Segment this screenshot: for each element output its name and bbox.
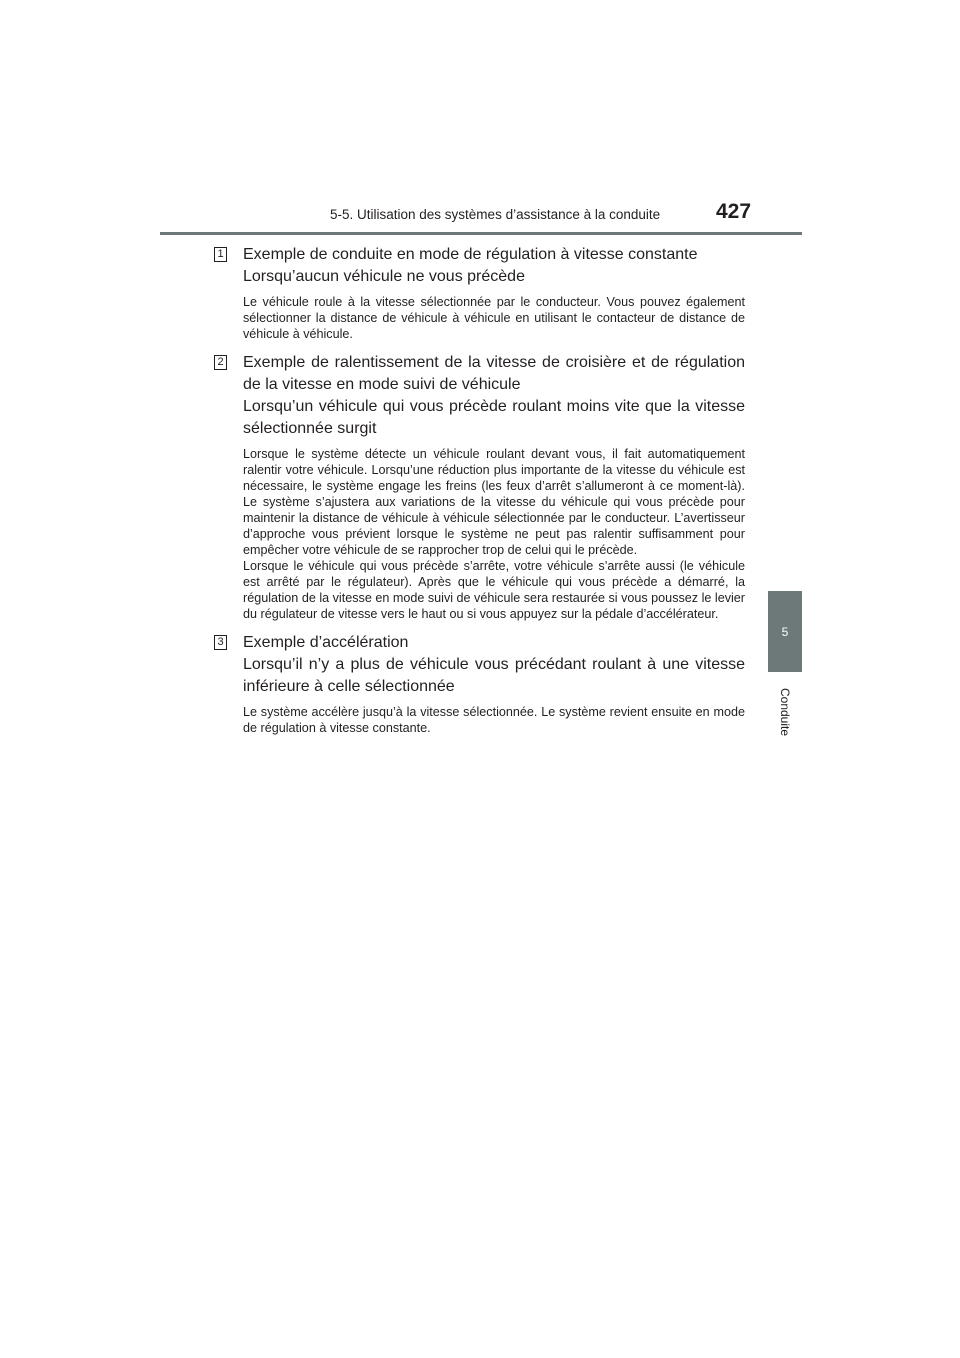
heading-line: Exemple de conduite en mode de régulation à vitesse constante bbox=[243, 246, 698, 263]
item-heading bbox=[243, 352, 745, 440]
heading-line: Lorsqu’un véhicule qui vous précède roulant moins vite que la vitesse sélectionnée surgit bbox=[243, 398, 745, 437]
heading-line: Lorsqu’il n’y a plus de véhicule vous précédant roulant à une vitesse inférieure à celle sélectionnée bbox=[243, 656, 745, 695]
page-number: 427 bbox=[716, 200, 752, 223]
item-number-badge: 3 bbox=[214, 635, 227, 650]
chapter-number: 5 bbox=[781, 624, 789, 639]
chapter-tab bbox=[768, 591, 802, 672]
item-number-badge: 1 bbox=[214, 247, 227, 262]
header-divider bbox=[160, 232, 802, 235]
body-paragraph: Lorsque le véhicule qui vous précède s’arrête, votre véhicule s’arrête aussi (le véhicule est arrêté par le régulateur). Après que le véhicule qui vous précède a démarré, la régulation de la vitesse en mode suivi de véhicule sera restaurée si vous poussez le levier du régulateur de vitesse vers le haut ou si vous appuyez sur la pédale d’accélérateur. bbox=[243, 559, 745, 621]
chapter-label: Conduite bbox=[778, 687, 792, 737]
section-title: 5-5. Utilisation des systèmes d’assistance à la conduite bbox=[330, 207, 661, 222]
heading-line: Exemple de ralentissement de la vitesse de croisière et de régulation de la vitesse en mode suivi de véhicule bbox=[243, 354, 745, 393]
item-body bbox=[243, 704, 745, 736]
item-heading bbox=[243, 244, 745, 288]
body-paragraph: Lorsque le système détecte un véhicule roulant devant vous, il fait automatiquement ralentir votre véhicule. Lorsqu’une réduction plus importante de la vitesse du véhicule est nécessaire, le système engage les freins (les feux d’arrêt s’allumeront à ce moment-là). Le système s’ajustera aux variations de la vitesse du véhicule qui vous précède pour maintenir la distance de véhicule à véhicule sélectionnée par le conducteur. L’avertisseur d’approche vous prévient lorsque le système ne peut pas ralentir suffisamment pour empêcher votre véhicule de se rapprocher trop de celui qui le précède. bbox=[243, 447, 745, 557]
list-item bbox=[214, 632, 745, 736]
list-item bbox=[214, 352, 745, 622]
list-item bbox=[214, 244, 745, 342]
item-body bbox=[243, 446, 745, 622]
item-body bbox=[243, 294, 745, 342]
heading-line: Lorsqu’aucun véhicule ne vous précède bbox=[243, 268, 525, 285]
body-paragraph: Le système accélère jusqu’à la vitesse sélectionnée. Le système revient ensuite en mode de régulation à vitesse constante. bbox=[243, 705, 745, 735]
item-number-badge: 2 bbox=[214, 355, 227, 370]
heading-line: Exemple d’accélération bbox=[243, 634, 409, 651]
content-column bbox=[214, 244, 745, 736]
body-paragraph: Le véhicule roule à la vitesse sélectionnée par le conducteur. Vous pouvez également sélectionner la distance de véhicule à véhicule en utilisant le contacteur de distance de véhicule à véhicule. bbox=[243, 295, 745, 341]
item-heading bbox=[243, 632, 745, 698]
